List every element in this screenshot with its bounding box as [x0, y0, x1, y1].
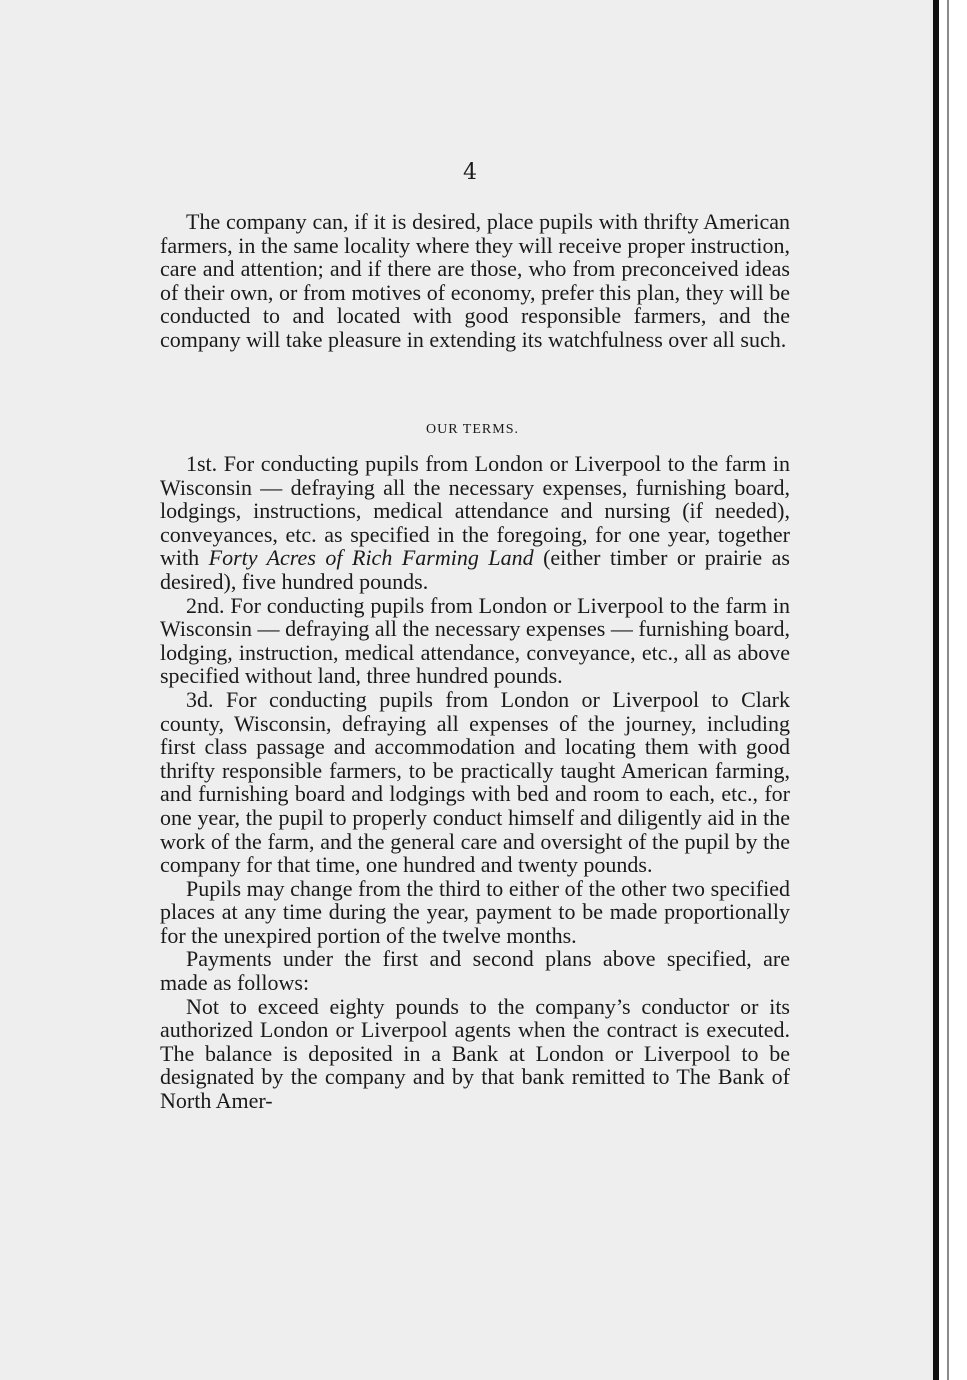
change-paragraph: Pupils may change from the third to either of the other two specified places at any time during the year, payment to be made proportionally for the unexpired portion of the twelve months.	[160, 875, 790, 948]
payments-paragraph: Payments under the first and second plans above specified, are made as follows:	[160, 946, 790, 996]
page-edge	[933, 0, 967, 1380]
intro-section	[160, 210, 790, 352]
final-paragraph: Not to exceed eighty pounds to the company’s conductor or its authorized London or Liverpool agents when the contract is executed. The balance is deposited in a Bank at London or Liverpool to be designated by the company and by that bank remitted to The Bank of North Amer-	[160, 993, 790, 1114]
term-third: 3d. For conducting pupils from London or Liverpool to Clark county, Wisconsin, defraying all expenses of the journey, including first class passage and accommodation and locating them with good thrifty responsible farmers, to be practically taught American farming, and furnishing board and lodgings with bed and room to each, etc., for one year, the pupil to properly conduct himself and diligently aid in the work of the farm, and the general care and oversight of the pupil by the company for that time, one hundred and twenty pounds.	[160, 686, 790, 878]
section-heading: OUR TERMS.	[426, 422, 519, 437]
term-first-emphasis: Forty Acres of Rich Farming Land	[208, 545, 534, 571]
term-second: 2nd. For conducting pupils from London or Liverpool to the farm in Wisconsin — defraying all the necessary expenses — furnishing board, lodging, instruction, medical attendance, conveyance, etc., all as above specified without land, three hundred pounds.	[160, 592, 790, 689]
term-first-text-a: 1st. For conducting pupils from London or Liverpool to the farm in Wisconsin — defraying all the necessary expenses, furnishing board, lodgings, instructions, medical attendance and nursing (if needed), conveyances, etc. as specified in the foregoing, for one year, together with	[160, 451, 790, 571]
page-edge-line	[947, 0, 949, 1380]
intro-paragraph: The company can, if it is desired, place pupils with thrifty American farmers, in the same locality where they will receive proper instruction, care and attention; and if there are those, who from preconceived ideas of their own, or from motives of economy, prefer this plan, they will be conducted to and located with good responsible farmers, and the company will take pleasure in extending its watchfulness over all such.	[160, 209, 790, 352]
terms-section	[160, 452, 790, 1113]
term-first	[160, 452, 790, 594]
page-number: 4	[463, 160, 477, 185]
term-first-text-b: (either timber or prairie as desired), five hundred pounds.	[160, 545, 790, 594]
